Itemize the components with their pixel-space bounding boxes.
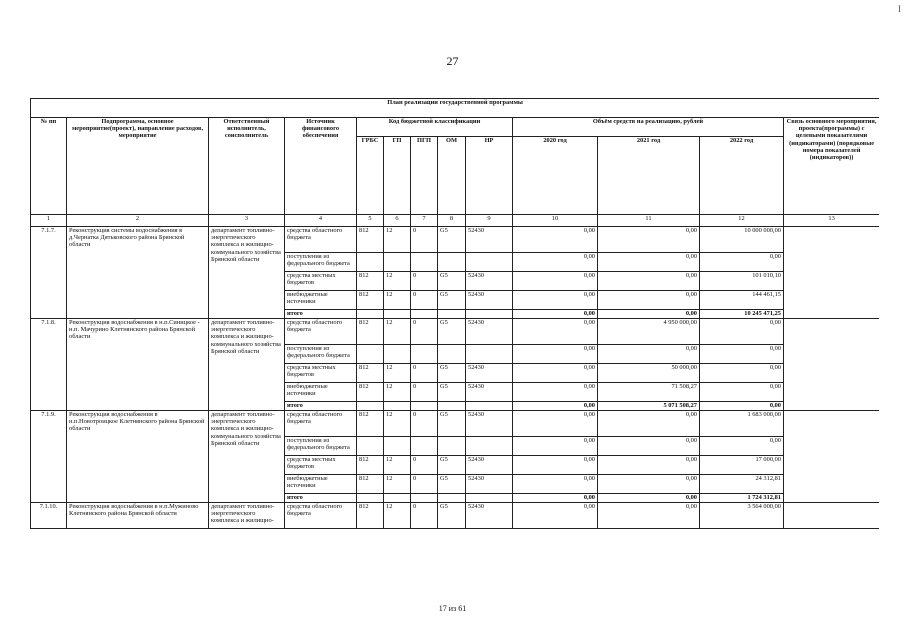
code-grbs: 812 [357,291,384,310]
code-grbs: 812 [357,411,384,437]
code-pgp: 0 [411,227,438,253]
page-number: 27 [446,54,459,68]
amount-2020: 0,00 [513,319,598,345]
code-nr: 52430 [466,475,513,494]
total-label: итого [285,494,357,503]
total-2022: 0,00 [700,402,784,411]
amount-2022: 0,00 [700,345,784,364]
code-nr [466,345,513,364]
code-nr: 52430 [466,272,513,291]
code-gp [384,345,411,364]
code-om: G5 [438,383,466,402]
code-nr: 52430 [466,227,513,253]
amount-2021: 50 000,00 [598,364,700,383]
code-om: G5 [438,475,466,494]
header-source: Источник финансового обеспечения [285,118,357,215]
code-pgp: 0 [411,503,438,529]
header-row-top [31,118,880,137]
table-row [31,319,880,345]
code-gp: 12 [384,411,411,437]
amount-2020: 0,00 [513,383,598,402]
column-number: 8 [438,215,466,227]
header-pgp: ПГП [411,137,438,215]
code-grbs [357,253,384,272]
code-gp: 12 [384,272,411,291]
code-gp: 12 [384,383,411,402]
column-number-row [31,215,880,227]
code-grbs: 812 [357,503,384,529]
header-volume: Объём средств на реализацию, рублей [513,118,784,137]
funding-source: внебюджетные источники [285,475,357,494]
amount-2021: 0,00 [598,253,700,272]
amount-2020: 0,00 [513,437,598,456]
table-row [31,503,880,529]
total-label: итого [285,402,357,411]
total-code-empty [438,494,466,503]
code-nr: 52430 [466,411,513,437]
code-om [438,253,466,272]
amount-2022: 0,00 [700,437,784,456]
code-gp: 12 [384,291,411,310]
indicator-link [784,503,880,529]
indicator-link [784,227,880,319]
item-name: Реконструкция водоснабжения в н.п.Синицкое - н.п. Мачурино Клетнянского района Брянской области [67,319,209,411]
amount-2021: 0,00 [598,227,700,253]
amount-2022: 101 010,10 [700,272,784,291]
code-nr [466,253,513,272]
code-nr: 52430 [466,319,513,345]
header-grbs: ГРБС [357,137,384,215]
column-number: 13 [784,215,880,227]
column-number: 6 [384,215,411,227]
column-number: 7 [411,215,438,227]
code-pgp: 0 [411,411,438,437]
column-number: 2 [67,215,209,227]
amount-2020: 0,00 [513,227,598,253]
item-responsible: департамент топливно-энергетического комплекса и жилищно-коммунального хозяйства Брянской области [209,411,285,503]
code-pgp: 0 [411,383,438,402]
funding-source: средства местных бюджетов [285,364,357,383]
header-2020: 2020 год [513,137,598,215]
amount-2020: 0,00 [513,272,598,291]
plan-table-body [31,99,880,529]
code-nr: 52430 [466,291,513,310]
funding-source: поступления из федерального бюджета [285,253,357,272]
header-nr: НР [466,137,513,215]
column-number: 12 [700,215,784,227]
column-number: 10 [513,215,598,227]
amount-2021: 71 508,27 [598,383,700,402]
total-code-empty [411,402,438,411]
funding-source: средства областного бюджета [285,503,357,529]
total-label: итого [285,310,357,319]
code-om: G5 [438,364,466,383]
plan-table-wrapper [30,98,879,582]
funding-source: поступления из федерального бюджета [285,345,357,364]
total-code-empty [384,494,411,503]
total-2020: 0,00 [513,494,598,503]
code-gp: 12 [384,475,411,494]
amount-2022: 24 312,81 [700,475,784,494]
column-number: 9 [466,215,513,227]
code-pgp [411,437,438,456]
total-2020: 0,00 [513,310,598,319]
code-grbs [357,437,384,456]
indicator-link [784,411,880,503]
code-grbs: 812 [357,456,384,475]
code-gp: 12 [384,503,411,529]
header-link: Связь основного мероприятия, проекта(программы) с целевыми показателями (индикаторами) (порядковые номера показателей (индикаторов)) [784,118,880,215]
page-footer: 17 из 61 [438,604,467,613]
item-name: Реконструкция водоснабжения в н.п.Мужиново Клетнянского района Брянской области [67,503,209,529]
amount-2022: 1 683 000,00 [700,411,784,437]
code-nr: 52430 [466,503,513,529]
code-nr: 52430 [466,364,513,383]
item-number: 7.1.7. [31,227,67,319]
code-om: G5 [438,227,466,253]
item-responsible: департамент топливно-энергетического комплекса и жилищно-коммунального хозяйства Брянской области [209,319,285,411]
code-grbs: 812 [357,364,384,383]
code-nr: 52430 [466,383,513,402]
code-gp: 12 [384,456,411,475]
code-gp: 12 [384,227,411,253]
code-om: G5 [438,503,466,529]
total-2021: 5 071 508,27 [598,402,700,411]
amount-2020: 0,00 [513,253,598,272]
code-pgp: 0 [411,475,438,494]
header-no: № пп [31,118,67,215]
item-name: Реконструкция системы водоснабжения в д.Чернатка Дятьковского района Брянской области [67,227,209,319]
code-om: G5 [438,291,466,310]
code-grbs [357,345,384,364]
funding-source: внебюджетные источники [285,291,357,310]
code-om [438,345,466,364]
amount-2022: 10 000 000,00 [700,227,784,253]
code-om: G5 [438,411,466,437]
amount-2021: 4 950 000,00 [598,319,700,345]
code-grbs: 812 [357,475,384,494]
funding-source: средства местных бюджетов [285,456,357,475]
item-number: 7.1.8. [31,319,67,411]
funding-source: средства областного бюджета [285,411,357,437]
table-row [31,227,880,253]
amount-2021: 0,00 [598,503,700,529]
total-code-empty [357,402,384,411]
code-pgp: 0 [411,456,438,475]
amount-2021: 0,00 [598,272,700,291]
amount-2022: 17 000,00 [700,456,784,475]
amount-2020: 0,00 [513,291,598,310]
code-gp [384,437,411,456]
total-2020: 0,00 [513,402,598,411]
code-om: G5 [438,272,466,291]
code-grbs: 812 [357,383,384,402]
table-row [31,411,880,437]
indicator-link [784,319,880,411]
code-pgp [411,345,438,364]
funding-source: средства местных бюджетов [285,272,357,291]
header-gp: ГП [384,137,411,215]
column-number: 3 [209,215,285,227]
total-code-empty [357,494,384,503]
amount-2022: 3 564 000,00 [700,503,784,529]
total-code-empty [384,310,411,319]
header-subprogram: Подпрограмма, основное мероприятие(проект), направление расходов, мероприятие [67,118,209,215]
amount-2021: 0,00 [598,456,700,475]
total-code-empty [466,494,513,503]
total-code-empty [438,310,466,319]
total-2021: 0,00 [598,310,700,319]
code-om: G5 [438,319,466,345]
header-budget-code: Код бюджетной классификации [357,118,513,137]
column-number: 4 [285,215,357,227]
amount-2021: 0,00 [598,475,700,494]
total-code-empty [384,402,411,411]
column-number: 1 [31,215,67,227]
total-2022: 1 724 312,81 [700,494,784,503]
total-code-empty [411,310,438,319]
total-code-empty [411,494,438,503]
item-name: Реконструкция водоснабжения в н.п.Новотроицкое Клетнянского района Брянской области [67,411,209,503]
amount-2020: 0,00 [513,456,598,475]
code-gp [384,253,411,272]
table-title-row [31,99,880,118]
code-pgp [411,253,438,272]
code-om: G5 [438,456,466,475]
table-title: План реализации государственной программы [31,99,880,118]
code-pgp: 0 [411,364,438,383]
total-code-empty [466,402,513,411]
amount-2021: 0,00 [598,291,700,310]
amount-2021: 0,00 [598,411,700,437]
plan-table [30,98,879,529]
amount-2022: 0,00 [700,253,784,272]
header-2022: 2022 год [700,137,784,215]
code-gp: 12 [384,364,411,383]
amount-2020: 0,00 [513,503,598,529]
code-grbs: 812 [357,227,384,253]
total-code-empty [466,310,513,319]
amount-2022: 0,00 [700,319,784,345]
amount-2020: 0,00 [513,345,598,364]
total-2021: 0,00 [598,494,700,503]
total-code-empty [438,402,466,411]
amount-2020: 0,00 [513,475,598,494]
amount-2022: 0,00 [700,383,784,402]
header-2021: 2021 год [598,137,700,215]
item-responsible: департамент топливно-энергетического комплекса и жилищно-коммунального хозяйства Брянской области [209,227,285,319]
header-om: ОМ [438,137,466,215]
code-gp: 12 [384,319,411,345]
code-grbs: 812 [357,272,384,291]
column-number: 11 [598,215,700,227]
total-2022: 10 245 471,25 [700,310,784,319]
amount-2021: 0,00 [598,437,700,456]
code-nr [466,437,513,456]
funding-source: поступления из федерального бюджета [285,437,357,456]
funding-source: внебюджетные источники [285,383,357,402]
item-number: 7.1.10. [31,503,67,529]
code-pgp: 0 [411,291,438,310]
funding-source: средства областного бюджета [285,227,357,253]
code-grbs: 812 [357,319,384,345]
funding-source: средства областного бюджета [285,319,357,345]
item-number: 7.1.9. [31,411,67,503]
amount-2021: 0,00 [598,345,700,364]
code-nr: 52430 [466,456,513,475]
header-responsible: Ответственный исполнитель, соисполнитель [209,118,285,215]
amount-2022: 0,00 [700,364,784,383]
code-pgp: 0 [411,272,438,291]
item-responsible: департамент топливно-энергетического комплекса и жилищно- [209,503,285,529]
amount-2020: 0,00 [513,364,598,383]
column-number: 5 [357,215,384,227]
amount-2020: 0,00 [513,411,598,437]
edge-mark: I [898,4,901,14]
total-code-empty [357,310,384,319]
amount-2022: 144 461,15 [700,291,784,310]
code-om [438,437,466,456]
code-pgp: 0 [411,319,438,345]
